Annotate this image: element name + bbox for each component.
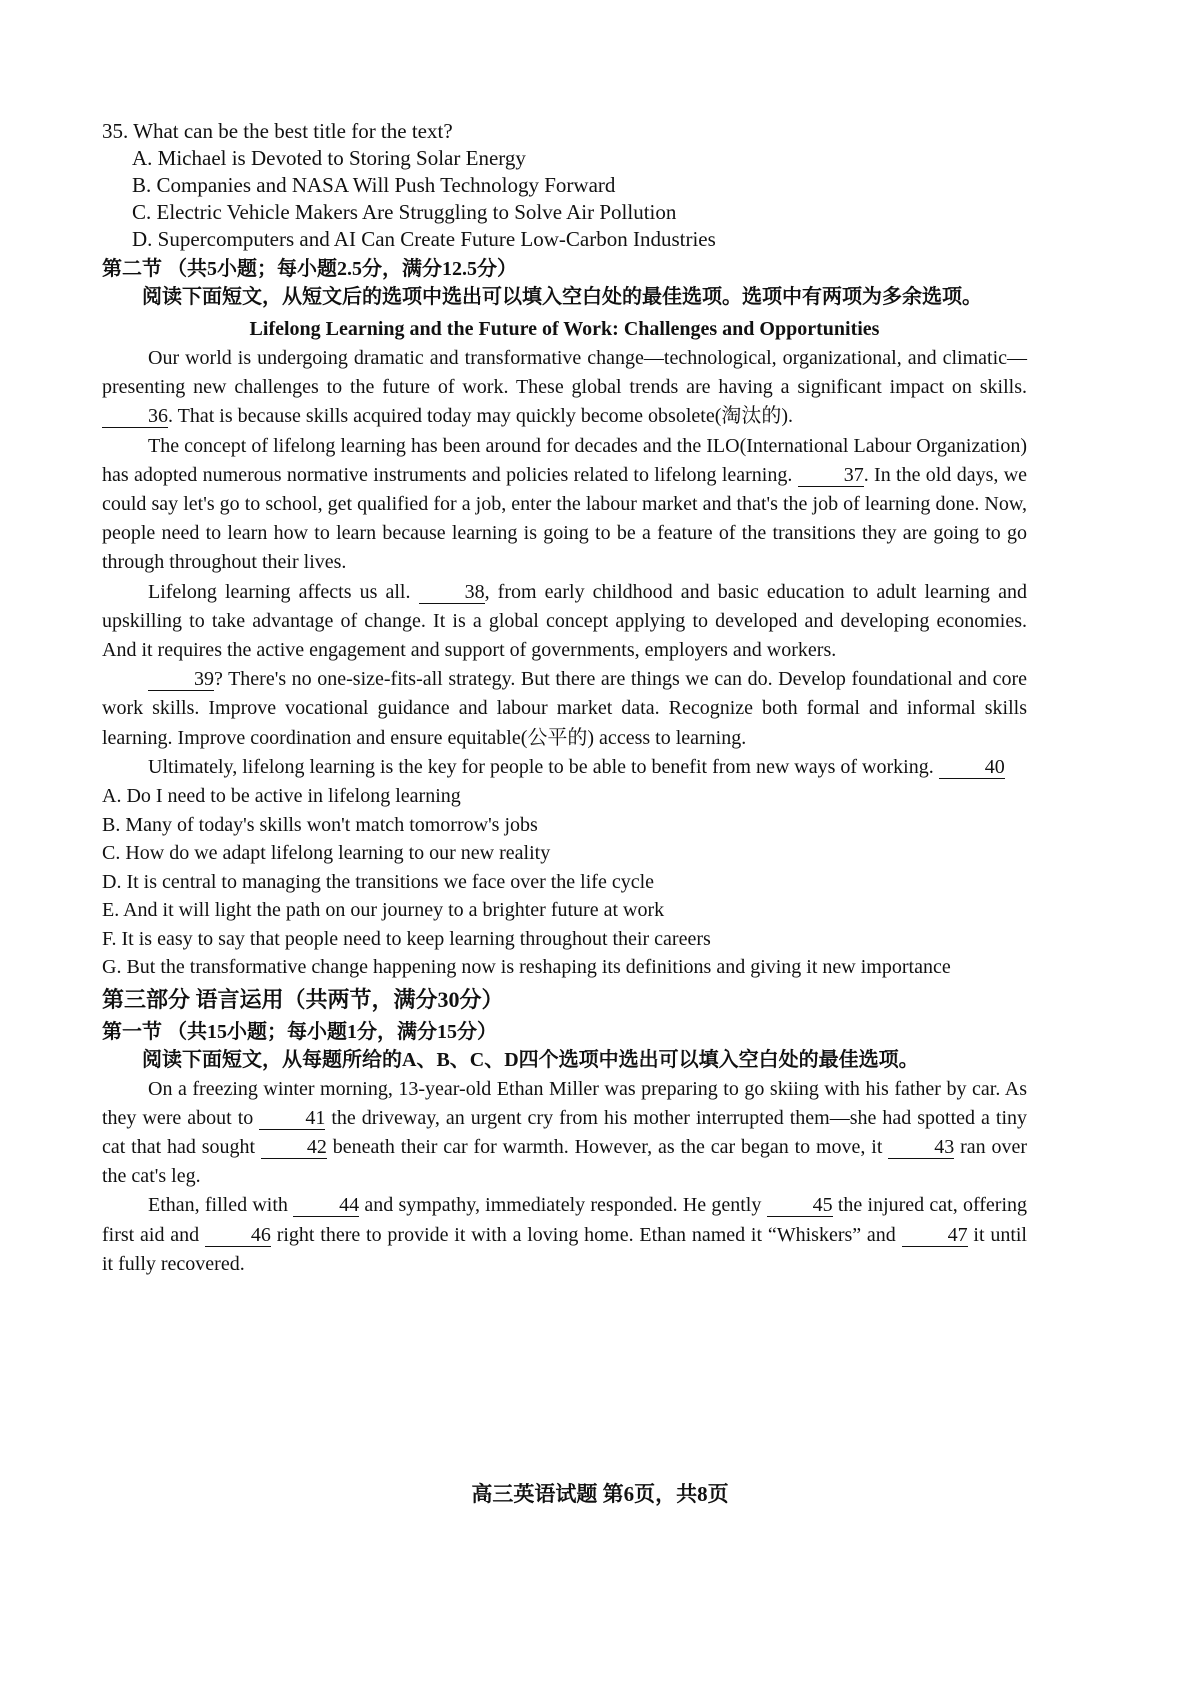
blank-46: 46 (205, 1224, 271, 1247)
choice-a: A. Do I need to be active in lifelong learning (102, 785, 461, 808)
choice-b: B. Many of today's skills won't match tomorrow's jobs (102, 813, 538, 836)
part3-section1-heading: 第一节 （共15小题；每小题1分，满分15分） (102, 1020, 497, 1043)
paragraph-3-text-b: , from early childhood and basic education to adult learning and upskilling to take advantage of change. It is a global concept applying to developed and developing economies. And it requires the active engagement and support of governments, employers and workers. (102, 580, 1027, 662)
blank-47: 47 (902, 1224, 968, 1247)
paragraph-4-text: ? There's no one-size-fits-all strategy. But there are things we can do. Develop foundational and core work skills. Improve vocational guidance and labour market data. Recognize both formal and informal skills learning. Improve coordination and ensure equitable(公平的) access to learning. (102, 668, 1027, 749)
paragraph-2 (102, 432, 1027, 578)
paragraph-1 (102, 344, 1027, 432)
blank-43: 43 (888, 1136, 954, 1159)
choice-c: C. How do we adapt lifelong learning to our new reality (102, 842, 551, 865)
paragraph-3 (102, 578, 1027, 666)
part3-heading: 第三部分 语言运用（共两节，满分30分） (102, 986, 504, 1012)
cloze-p2-text-d: right there to provide it with a loving home. Ethan named it “Whiskers” and (276, 1223, 896, 1246)
question-35: 35. What can be the best title for the text? (102, 119, 453, 143)
blank-38: 38 (419, 581, 485, 604)
blank-44: 44 (293, 1194, 359, 1217)
cloze-p1-text-d: ran over the cat's leg. (102, 1135, 1027, 1188)
section2-instruction: 阅读下面短文，从短文后的选项中选出可以填入空白处的最佳选项。选项中有两项为多余选项。 (142, 286, 982, 308)
page-footer: 高三英语试题 第6页，共8页 (471, 1482, 729, 1506)
blank-40: 40 (939, 756, 1005, 779)
cloze-p2-text-e: it until it fully recovered. (102, 1223, 1027, 1275)
blank-39: 39 (148, 668, 214, 691)
passage-title: Lifelong Learning and the Future of Work: Challenges and Opportunities (249, 318, 880, 340)
paragraph-3-text-a: Lifelong learning affects us all. (148, 580, 411, 603)
paragraph-1-text-a: Our world is undergoing dramatic and transformative change—technological, organizational, and climatic—presenting new challenges to the future of work. These global trends are having a significant impact on skills. (102, 347, 1027, 399)
paragraph-1-text-b: . That is because skills acquired today may quickly become obsolete(淘汰的). (168, 405, 794, 428)
part3-instruction: 阅读下面短文，从每题所给的A、B、C、D四个选项中选出可以填入空白处的最佳选项。 (142, 1048, 919, 1071)
choice-g: G. But the transformative change happening now is reshaping its definitions and giving it new importance (102, 956, 951, 979)
section2-heading: 第二节 （共5小题；每小题2.5分，满分12.5分） (102, 258, 517, 280)
exam-page (102, 118, 1027, 1279)
blank-36: 36 (102, 405, 168, 428)
paragraph-5-text: Ultimately, lifelong learning is the key for people to be able to benefit from new ways of working. (148, 755, 934, 778)
option-c: C. Electric Vehicle Makers Are Struggling to Solve Air Pollution (132, 200, 677, 224)
blank-45: 45 (767, 1194, 833, 1217)
cloze-p2-text-a: Ethan, filled with (148, 1194, 288, 1217)
blank-37: 37 (798, 464, 864, 487)
cloze-p1-text-a: On a freezing winter morning, 13-year-old Ethan Miller was preparing to go skiing with his father by car. As they were about to (102, 1077, 1027, 1129)
paragraph-4 (102, 665, 1027, 753)
choice-e: E. And it will light the path on our journey to a brighter future at work (102, 899, 665, 922)
cloze-paragraph-2 (102, 1191, 1027, 1279)
cloze-p2-text-c: the injured cat, offering first aid and (102, 1194, 1027, 1246)
blank-42: 42 (261, 1136, 327, 1159)
cloze-p1-text-c: beneath their car for warmth. However, as the car began to move, it (332, 1135, 883, 1158)
choice-d: D. It is central to managing the transitions we face over the life cycle (102, 870, 655, 893)
option-b: B. Companies and NASA Will Push Technology Forward (132, 173, 616, 197)
choice-f: F. It is easy to say that people need to keep learning throughout their careers (102, 927, 711, 950)
blank-41: 41 (259, 1107, 325, 1130)
paragraph-2-text-b: . In the old days, we could say let's go to school, get qualified for a job, enter the labour market and that's the job of learning done. Now, people need to learn how to learn because learning is going to be a feature of the transitions they are going to go through throughout their lives. (102, 463, 1028, 574)
option-d: D. Supercomputers and AI Can Create Future Low-Carbon Industries (132, 227, 716, 251)
cloze-p2-text-b: and sympathy, immediately responded. He gently (364, 1194, 762, 1217)
paragraph-2-text-a: The concept of lifelong learning has been around for decades and the ILO(International Labour Organization) has adopted numerous normative instruments and policies related to lifelong learning. (102, 434, 1027, 486)
cloze-paragraph-1 (102, 1075, 1027, 1192)
cloze-p1-text-b: the driveway, an urgent cry from his mother interrupted them—she had spotted a tiny cat that had sought (102, 1106, 1028, 1158)
option-a: A. Michael is Devoted to Storing Solar Energy (132, 146, 526, 170)
paragraph-5 (102, 753, 1027, 782)
